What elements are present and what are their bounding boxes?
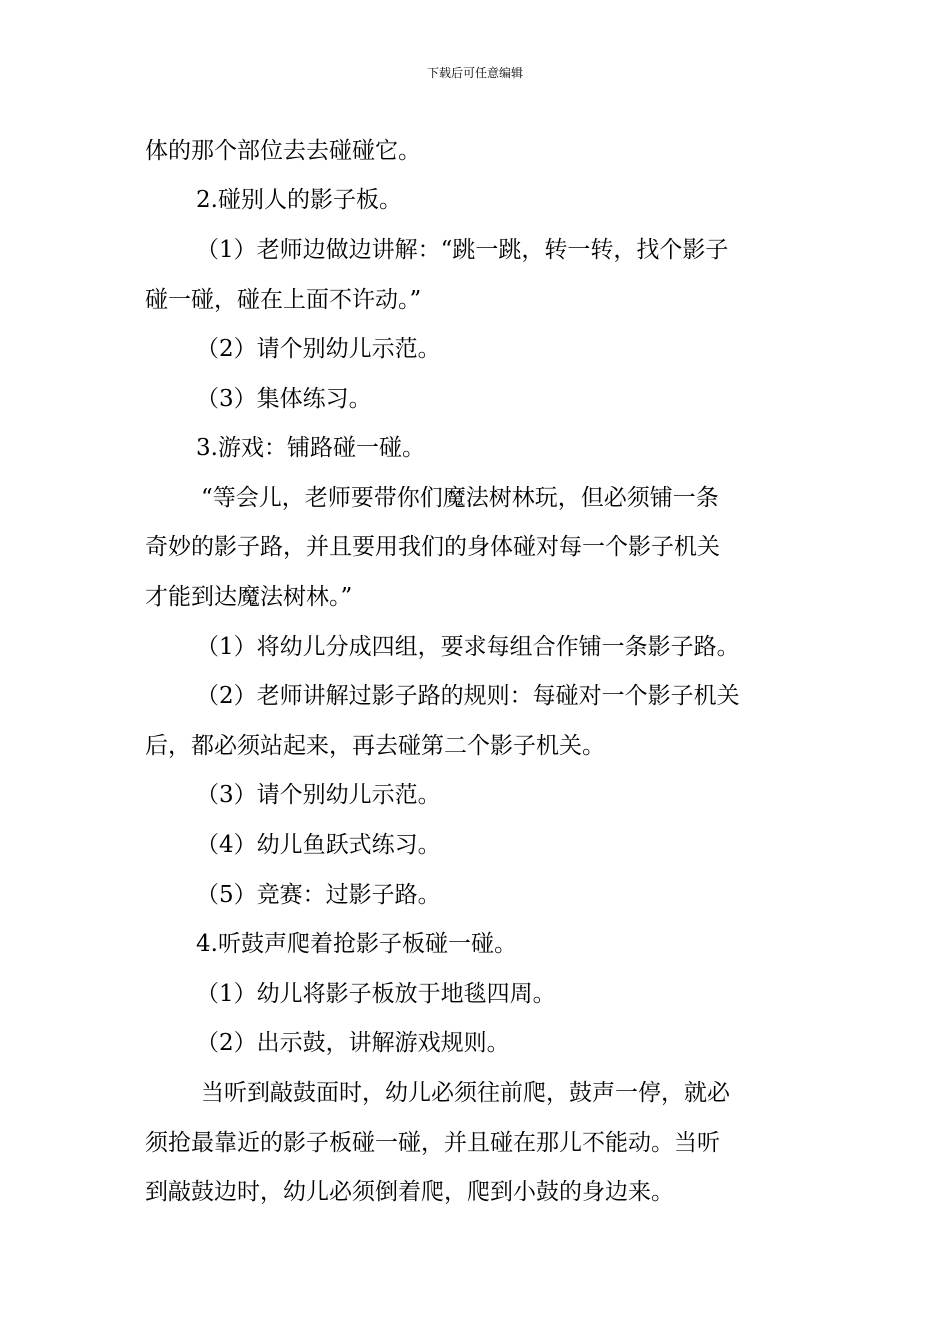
text-line: （2）请个别幼儿示范。 <box>196 336 441 362</box>
text-line: （5）竞赛：过影子路。 <box>196 882 441 908</box>
section-heading: 2.碰别人的影子板。 <box>196 187 402 213</box>
text-line: （1）将幼儿分成四组，要求每组合作铺一条影子路。 <box>196 634 740 660</box>
text-line: “等会儿，老师要带你们魔法树林玩，但必须铺一条 <box>201 485 719 511</box>
text-line: （4）幼儿鱼跃式练习。 <box>196 832 441 858</box>
section-heading: 3.游戏：铺路碰一碰。 <box>196 435 425 461</box>
text-line: （1）幼儿将影子板放于地毯四周。 <box>196 981 556 1007</box>
section-heading: 4.听鼓声爬着抢影子板碰一碰。 <box>196 931 517 957</box>
text-line: （3）请个别幼儿示范。 <box>196 782 441 808</box>
text-line: 体的那个部位去去碰碰它。 <box>145 138 421 164</box>
text-line: 当听到敲鼓面时，幼儿必须往前爬，鼓声一停，就必 <box>201 1080 730 1106</box>
text-line: 到敲鼓边时，幼儿必须倒着爬，爬到小鼓的身边来。 <box>145 1179 674 1205</box>
text-line: 才能到达魔法树林。” <box>145 584 353 610</box>
text-line: （3）集体练习。 <box>196 386 372 412</box>
text-line: （2）出示鼓，讲解游戏规则。 <box>196 1030 510 1056</box>
text-line: （1）老师边做边讲解：“跳一跳，转一转，找个影子 <box>196 237 729 263</box>
text-line: 须抢最靠近的影子板碰一碰，并且碰在那儿不能动。当听 <box>145 1130 720 1156</box>
page-header: 下载后可任意编辑 <box>426 66 523 80</box>
text-line: （2）老师讲解过影子路的规则：每碰对一个影子机关 <box>196 683 740 709</box>
text-line: 奇妙的影子路，并且要用我们的身体碰对每一个影子机关 <box>145 534 720 560</box>
text-line: 碰一碰，碰在上面不许动。” <box>145 287 422 313</box>
text-line: 后，都必须站起来，再去碰第二个影子机关。 <box>145 733 605 759</box>
